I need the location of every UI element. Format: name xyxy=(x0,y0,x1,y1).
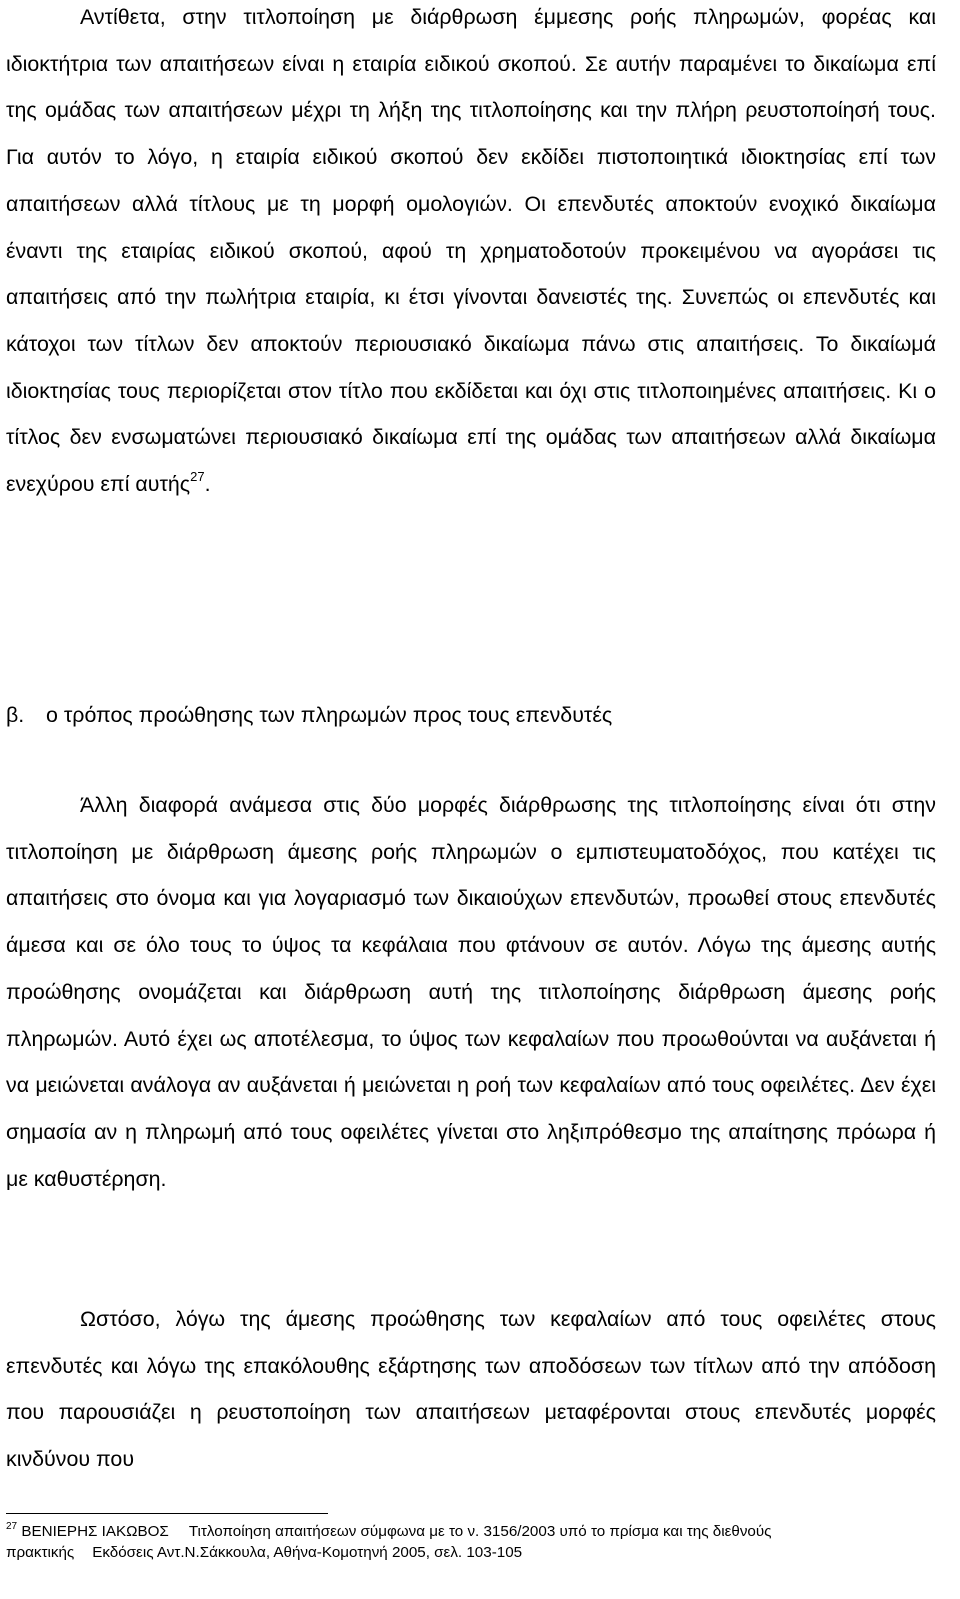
footnote-separator xyxy=(6,1513,328,1514)
footnote-title-line1: Τιτλοποίηση απαιτήσεων σύμφωνα με το ν. 3156/2003 υπό το πρίσμα και της διεθνούς xyxy=(188,1523,772,1540)
paragraph-1 xyxy=(6,0,936,508)
footnote-27 xyxy=(6,1522,946,1563)
section-heading-number: β. xyxy=(6,703,25,727)
footnote-reference-27: 27 xyxy=(190,469,205,485)
footnote-publisher: Εκδόσεις Αντ.Ν.Σάκκουλα, Αθήνα-Κομοτηνή 2005, σελ. 103-105 xyxy=(92,1543,523,1561)
footnote-author: ΒΕΝΙΕΡΗΣ ΙΑΚΩΒΟΣ xyxy=(21,1523,169,1540)
paragraph-1-text: Αντίθετα, στην τιτλοποίηση με διάρθρωση έμμεσης ροής πληρωμών, φορέας και ιδιοκτήτρια των απαιτήσεων είναι η εταιρία ειδικού σκοπού. Σε αυτήν παραμένει το δικαίωμα επί της ομάδας των απαιτήσεων μέχρι τη λήξη της τιτλοποίησης και την πλήρη ρευστοποίησή τους. Για αυτόν το λόγο, η εταιρία ειδικού σκοπού δεν εκδίδει πιστοποιητικά ιδιοκτησίας επί των απαιτήσεων αλλά τίτλους με τη μορφή ομολογιών. Οι επενδυτές αποκτούν ενοχικό δικαίωμα έναντι της εταιρίας ειδικού σκοπού, αφού τη χρηματοδοτούν προκειμένου να αγοράσει τις απαιτήσεις από την πωλήτρια εταιρία, κι έτσι γίνονται δανειστές της. Συνεπώς οι επενδυτές και κάτοχοι των τίτλων δεν αποκτούν περιουσιακό δικαίωμα πάνω στις απαιτήσεις. Το δικαίωμά ιδιοκτησίας τους περιορίζεται στον τίτλο που εκδίδεται και όχι στις τιτλοποιημένες απαιτήσεις. Κι ο τίτλος δεν ενσωματώνει περιουσιακό δικαίωμα επί της ομάδας των απαιτήσεων αλλά δικαίωμα ενεχύρου επί αυτής xyxy=(6,5,936,497)
footnote-number: 27 xyxy=(6,1521,18,1532)
paragraph-2: Άλλη διαφορά ανάμεσα στις δύο μορφές διάρθρωσης της τιτλοποίησης είναι ότι στην τιτλοποίηση με διάρθρωση άμεσης ροής πληρωμών ο εμπιστευματοδόχος, που κατέχει τις απαιτήσεις στο όνομα και για λογαριασμό των δικαιούχων επενδυτών, προωθεί στους επενδυτές άμεσα και σε όλο τους το ύψος τα κεφάλαια που φτάνουν σε αυτόν. Λόγω της άμεσης αυτής προώθησης ονομάζεται και διάρθρωση αυτή της τιτλοποίησης διάρθρωση άμεσης ροής πληρωμών. Αυτό έχει ως αποτέλεσμα, το ύψος των κεφαλαίων που προωθούνται να αυξάνεται ή να μειώνεται ανάλογα αν αυξάνεται ή μειώνεται η ροή των κεφαλαίων από τους οφειλέτες. Δεν έχει σημασία αν η πληρωμή από τους οφειλέτες γίνεται στο ληξιπρόθεσμο της απαίτησης πρόωρα ή με καθυστέρηση. xyxy=(6,793,936,1191)
section-heading xyxy=(6,692,936,739)
paragraph-1-end: . xyxy=(204,472,211,497)
section-heading-text: ο τρόπος προώθησης των πληρωμών προς τους επενδυτές xyxy=(46,703,613,727)
paragraph-3: Ωστόσο, λόγω της άμεσης προώθησης των κεφαλαίων από τους οφειλέτες στους επενδυτές και λόγω της επακόλουθης εξάρτησης των αποδόσεων των τίτλων από την απόδοση που παρουσιάζει η ρευστοποίηση των απαιτήσεων μεταφέρονται στους επενδυτές μορφές κινδύνου που xyxy=(6,1307,936,1472)
footnote-title-line2: πρακτικής xyxy=(6,1543,75,1561)
